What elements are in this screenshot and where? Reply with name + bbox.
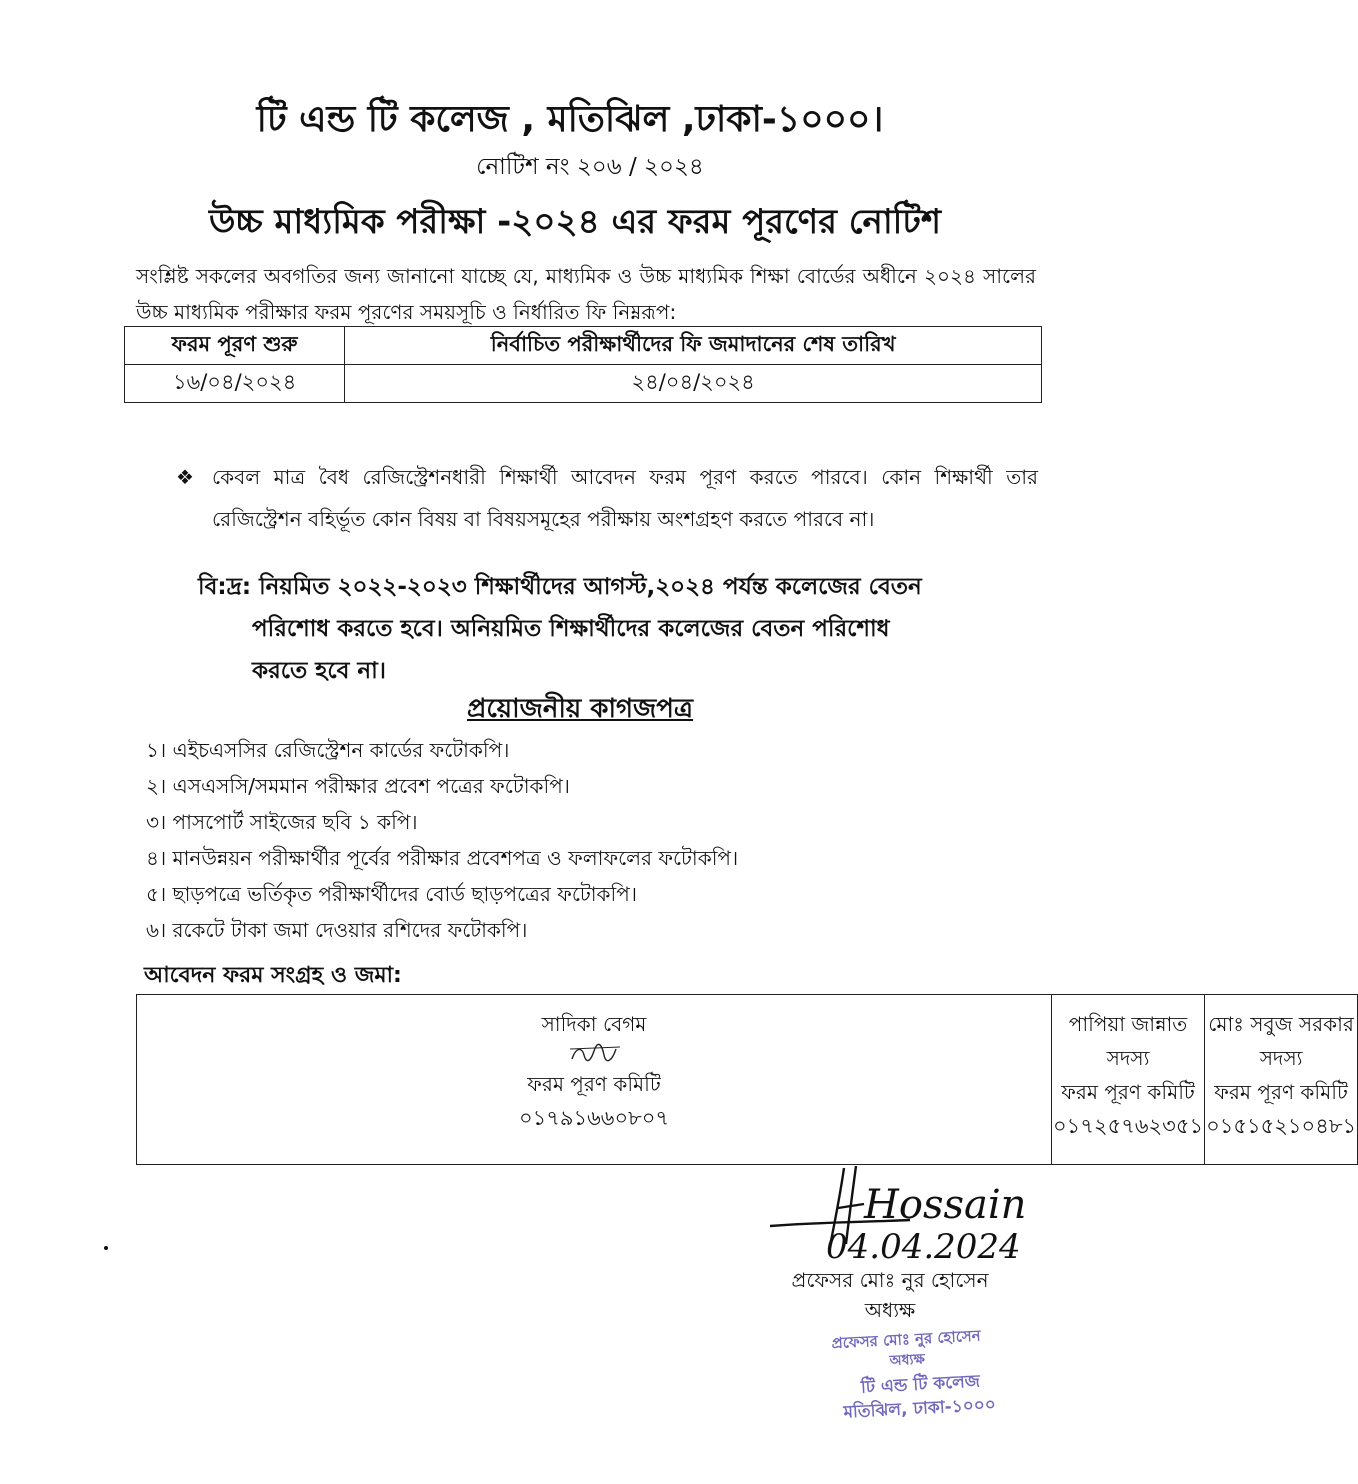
- eligibility-rule: [176, 456, 1038, 540]
- list-item: ৬। রকেটে টাকা জমা দেওয়ার রশিদের ফটোকপি।: [146, 918, 528, 942]
- schedule-header-start: ফরম পূরণ শুরু: [125, 327, 345, 365]
- seal-line-2: অধ্যক্ষ: [889, 1351, 926, 1370]
- committee-member-2: [1052, 995, 1205, 1165]
- member-phone: ০১৭৯১৬৬০৮০৭: [518, 1106, 670, 1130]
- documents-list: [146, 732, 738, 948]
- principal-designation: অধ্যক্ষ: [864, 1298, 916, 1322]
- member-phone: ০১৫১৫২১০৪৮১: [1206, 1114, 1357, 1138]
- member-signature-scribble: [138, 1041, 1050, 1067]
- seal-line-1: প্রফেসর মোঃ নুর হোসেন: [831, 1326, 982, 1353]
- official-seal: [800, 1326, 1030, 1426]
- principal-name: প্রফেসর মোঃ নুর হোসেন: [791, 1268, 989, 1292]
- list-item: ৪। মানউন্নয়ন পরীক্ষার্থীর পূর্বের পরীক্ষার প্রবেশপত্র ও ফলাফলের ফটোকপি।: [146, 846, 739, 870]
- seal-line-3: টি এন্ড টি কলেজ: [860, 1371, 981, 1398]
- note-line-1: বি:দ্র: নিয়মিত ২০২২-২০২৩ শিক্ষার্থীদের আগস্ট,২০২৪ পর্যন্ত কলেজের বেতন: [198, 574, 922, 600]
- intro-paragraph: সংশ্লিষ্ট সকলের অবগতির জন্য জানানো যাচ্ছে যে, মাধ্যমিক ও উচ্চ মাধ্যমিক শিক্ষা বোর্ডের অধীনে ২০২৪ সালের উচ্চ মাধ্যমিক পরীক্ষার ফরম পূরণের সময়সূচি ও নির্ধারিত ফি নিম্নরূপ:: [136, 264, 1036, 324]
- member-role: সদস্য: [1259, 1046, 1303, 1070]
- scan-speck: [104, 1246, 108, 1250]
- schedule-header-deadline: নির্বাচিত পরীক্ষার্থীদের ফি জমাদানের শেষ তারিখ: [345, 327, 1042, 365]
- diamond-bullet-icon: ❖: [176, 465, 194, 489]
- committee-table: [136, 994, 1358, 1165]
- principal-signature: [760, 1156, 1060, 1266]
- member-phone: ০১৭২৫৭৬২৩৫১: [1053, 1114, 1204, 1138]
- signature-text: Hossain: [864, 1182, 1027, 1228]
- eligibility-rule-text: কেবল মাত্র বৈধ রেজিস্ট্রেশনধারী শিক্ষার্থী আবেদন ফরম পূরণ করতে পারবে। কোন শিক্ষার্থী তার রেজিস্ট্রেশন বহির্ভূত কোন বিষয় বা বিষয়সমূহের পরীক্ষায় অংশগ্রহণ করতে পারবে না।: [212, 465, 1038, 531]
- list-item: ৫। ছাড়পত্রে ভর্তিকৃত পরীক্ষার্থীদের বোর্ড ছাড়পত্রের ফটোকপি।: [146, 882, 637, 906]
- documents-heading: [0, 688, 1140, 732]
- notice-number: নোটিশ নং ২০৬ / ২০২৪: [476, 154, 704, 180]
- member-role: সদস্য: [1106, 1046, 1150, 1070]
- note-line-2: পরিশোধ করতে হবে। অনিয়মিত শিক্ষার্থীদের কলেজের বেতন পরিশোধ: [252, 616, 890, 642]
- list-item: ৩। পাসপোর্ট সাইজের ছবি ১ কপি।: [146, 810, 418, 834]
- member-name: পাপিয়া জান্নাত: [1068, 1012, 1188, 1036]
- member-committee: ফরম পূরণ কমিটি: [527, 1072, 661, 1096]
- collection-heading: আবেদন ফরম সংগ্রহ ও জমা:: [144, 963, 402, 988]
- member-committee: ফরম পূরণ কমিটি: [1061, 1080, 1195, 1104]
- signature-date: 04.04.2024: [826, 1227, 1021, 1267]
- schedule-start-date: ১৬/০৪/২০২৪: [125, 365, 345, 403]
- member-name: মোঃ সবুজ সরকার: [1208, 1012, 1354, 1036]
- college-title: টি এন্ড টি কলেজ , মতিঝিল ,ঢাকা-১০০০।: [256, 99, 884, 140]
- committee-member-3: [1205, 995, 1358, 1165]
- member-committee: ফরম পূরণ কমিটি: [1214, 1080, 1348, 1104]
- special-note: [198, 566, 1028, 692]
- committee-row: [137, 995, 1358, 1165]
- committee-member-1: [137, 995, 1052, 1165]
- schedule-deadline-date: ২৪/০৪/২০২৪: [345, 365, 1042, 403]
- list-item: ২। এসএসসি/সমমান পরীক্ষার প্রবেশ পত্রের ফটোকপি।: [146, 774, 570, 798]
- notice-heading: উচ্চ মাধ্যমিক পরীক্ষা -২০২৪ এর ফরম পূরণের নোটিশ: [208, 202, 942, 242]
- schedule-value-row: [125, 365, 1042, 403]
- schedule-header-row: [125, 327, 1042, 365]
- note-line-3: করতে হবে না।: [252, 658, 387, 684]
- documents-heading-text: প্রয়োজনীয় কাগজপত্র: [466, 694, 694, 724]
- list-item: ১। এইচএসসির রেজিস্ট্রেশন কার্ডের ফটোকপি।: [146, 738, 510, 762]
- seal-line-4: মতিঝিল, ঢাকা-১০০০: [843, 1394, 997, 1423]
- member-name: সাদিকা বেগম: [541, 1012, 647, 1036]
- schedule-table: [124, 326, 1042, 403]
